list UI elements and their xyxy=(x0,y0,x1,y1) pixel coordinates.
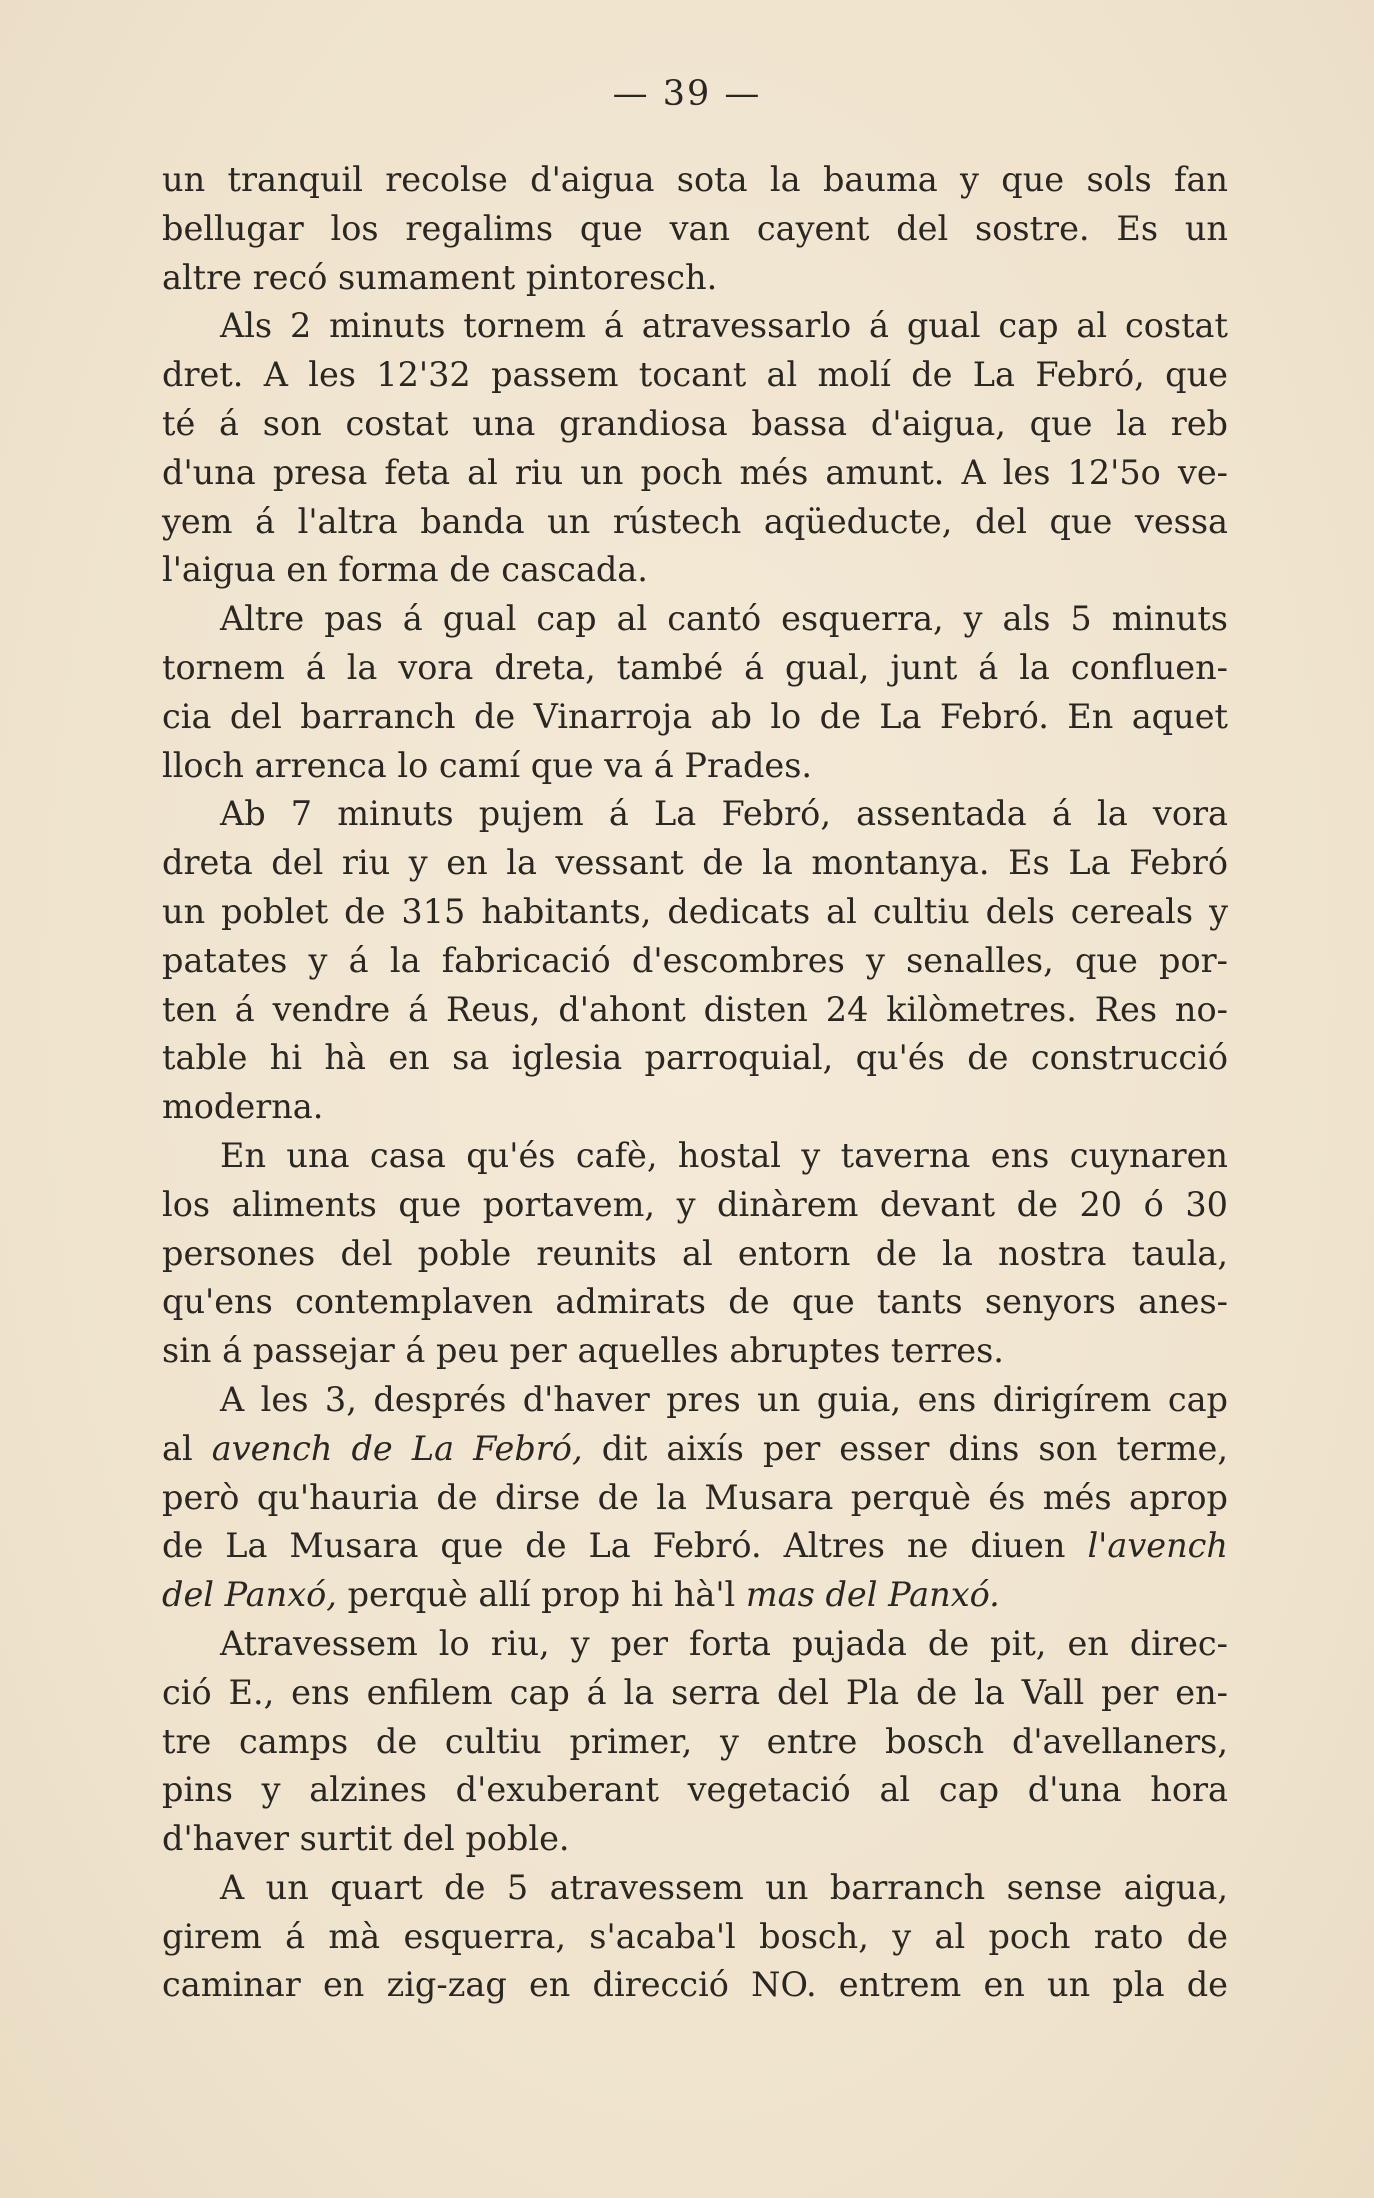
text-line: A un quart de 5 atravessem un barranch sense aigua, xyxy=(220,1867,1228,1907)
text-line: los aliments que portavem, y dinàrem devant de 20 ó 30 xyxy=(162,1184,1228,1224)
text-run: perquè allí prop hi hà'l xyxy=(336,1575,746,1615)
text-line: tre camps de cultiu primer, y entre bosch d'avellaners, xyxy=(162,1721,1228,1761)
text-line: un tranquil recolse d'aigua sota la bauma y que sols fan xyxy=(162,160,1228,199)
italic-place-name: del Panxó, xyxy=(162,1575,337,1615)
text-line: dreta del riu y en la vessant de la montanya. Es La Febró xyxy=(162,843,1228,883)
text-line: però qu'hauria de dirse de la Musara perquè és més aprop xyxy=(162,1477,1228,1517)
text-line: Ab 7 minuts pujem á La Febró, assentada á la vora xyxy=(220,794,1228,834)
text-line: dret. A les 12'32 passem tocant al molí de La Febró, que xyxy=(162,355,1228,395)
italic-place-name: avench de La Febró, xyxy=(211,1428,583,1468)
text-line: altre recó sumament pintoresch. xyxy=(162,257,718,297)
body-text xyxy=(162,156,1228,2010)
text-line: té á son costat una grandiosa bassa d'aigua, que la reb xyxy=(162,403,1228,443)
text-line: Als 2 minuts tornem á atravessarlo á gual cap al costat xyxy=(220,306,1228,346)
text-line: lloch arrenca lo camí que va á Prades. xyxy=(162,745,813,785)
text-line xyxy=(162,1425,1228,1474)
italic-place-name: mas del Panxó. xyxy=(745,1575,1000,1615)
text-line: ten á vendre á Reus, d'ahont disten 24 kilòmetres. Res no- xyxy=(162,989,1228,1029)
text-line xyxy=(162,1522,1228,1571)
text-line: d'haver surtit del poble. xyxy=(162,1819,570,1859)
text-line: qu'ens contemplaven admirats de que tants senyors anes- xyxy=(162,1282,1228,1322)
text-line: ció E., ens enfilem cap á la serra del Pla de la Vall per en- xyxy=(162,1672,1228,1712)
text-line: yem á l'altra banda un rústech aqüeducte, del que vessa xyxy=(162,501,1228,541)
text-line: Atravessem lo riu, y per forta pujada de pit, en direc- xyxy=(220,1623,1228,1663)
italic-place-name: l'avench xyxy=(1087,1526,1228,1566)
text-line: patates y á la fabricació d'escombres y senalles, que por- xyxy=(162,940,1228,980)
page-number: — 39 — xyxy=(612,74,762,114)
text-run: dit aixís per esser dins son terme, xyxy=(582,1428,1228,1468)
text-run: de La Musara que de La Febró. Altres ne diuen xyxy=(162,1526,1088,1566)
text-line: En una casa qu'és cafè, hostal y taverna ens cuynaren xyxy=(220,1135,1228,1175)
text-line: A les 3, després d'haver pres un guia, ens dirigírem cap xyxy=(220,1379,1228,1419)
text-line: moderna. xyxy=(162,1087,324,1127)
text-line: girem á mà esquerra, s'acaba'l bosch, y al poch rato de xyxy=(162,1916,1228,1956)
text-line: pins y alzines d'exuberant vegetació al cap d'una hora xyxy=(162,1770,1228,1810)
text-line: sin á passejar á peu per aquelles abruptes terres. xyxy=(162,1331,1004,1371)
text-line: d'una presa feta al riu un poch més amunt. A les 12'5o ve- xyxy=(162,452,1228,492)
text-line xyxy=(162,1571,1228,1620)
text-line: persones del poble reunits al entorn de la nostra taula, xyxy=(162,1233,1228,1273)
text-line: bellugar los regalims que van cayent del sostre. Es un xyxy=(162,208,1228,248)
text-line: tornem á la vora dreta, també á gual, junt á la confluen- xyxy=(162,647,1228,687)
text-line: cia del barranch de Vinarroja ab lo de La Febró. En aquet xyxy=(162,696,1228,736)
text-line: l'aigua en forma de cascada. xyxy=(162,550,648,590)
text-run: al xyxy=(162,1428,212,1468)
text-line: un poblet de 315 habitants, dedicats al cultiu dels cereals y xyxy=(162,891,1228,931)
text-line: caminar en zig-zag en direcció NO. entrem en un pla de xyxy=(162,1965,1228,2005)
text-line: table hi hà en sa iglesia parroquial, qu'és de construcció xyxy=(162,1038,1228,1078)
text-line: Altre pas á gual cap al cantó esquerra, y als 5 minuts xyxy=(220,599,1228,639)
